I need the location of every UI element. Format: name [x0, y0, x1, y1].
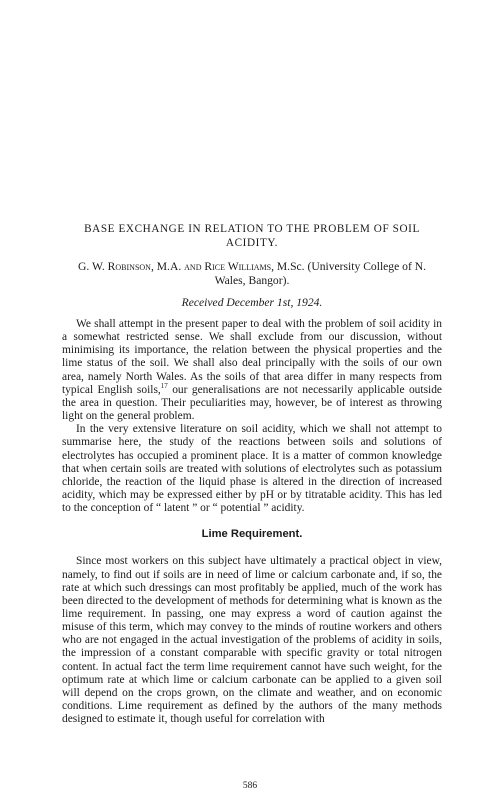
paragraph-1: [62, 318, 442, 423]
paragraph-3: Since most workers on this subject have ultimately a practical object in view, namely, to find out if soils are in need of lime or calcium carbonate and, if so, the rate at which such dressings can most profitably be applied, much of the work has been directed to the development of methods for determining what is known as the lime requirement. In passing, one may express a word of caution against the misuse of this term, which may convey to the minds of routine workers and others who are not engaged in the actual investigation of the problems of acidity in soils, the impression of a constant comparable with specific gravity or total nitrogen content. In actual fact the term lime requirement cannot have such weight, for the optimum rate at which lime or calcium carbonate can be applied to a given soil will depend on the crops grown, on the climate and weather, and on economic conditions. Lime requirement as defined by the authors of the many methods designed to estimate it, though useful for correlation with: [62, 555, 442, 726]
paragraph-1-part-a: We shall attempt in the present paper to deal with the problem of soil acidity in a somewhat restricted sense. We shall exclude from our discussion, without minimising its importance, the relation between the physical properties and the lime status of the soil. We shall also deal principally with the soils of our own area, namely North Wales. As the soils of that area differ in many respects from typical English soils,: [62, 318, 442, 396]
author-line: [62, 260, 442, 288]
author1-surname: Robinson: [107, 260, 151, 273]
reference-marker[interactable]: 17: [160, 381, 168, 390]
author1-degree: , M.A.: [150, 260, 185, 273]
article-title: [62, 222, 442, 250]
article-page: [62, 222, 442, 726]
paragraph-1-part-b: our generalisations are not necessarily applicable outside the area in question. Their peculiarities may, however, be of interest as throwing light on the general problem.: [62, 383, 442, 423]
paragraph-2: In the very extensive literature on soil acidity, which we shall not attempt to summarise here, the study of the reactions between soils and solutions of electrolytes has occupied a prominent place. It is a matter of common knowledge that when certain soils are treated with solutions of electrolytes such as potassium chloride, the reaction of the liquid phase is altered in the direction of increased acidity, which may be expressed either by pH or by titratable acidity. This has led to the conception of “ latent ” or “ potential ” acidity.: [62, 423, 442, 515]
received-date: Received December 1st, 1924.: [181, 296, 323, 309]
section-heading: Lime Requirement.: [201, 528, 303, 541]
author2-name: Rice Williams: [201, 260, 272, 273]
title-line-2: ACIDITY.: [225, 237, 279, 249]
affiliation: (University College of N. Wales, Bangor).: [214, 260, 426, 287]
author1-initials: G. W.: [78, 260, 108, 273]
page-number: 586: [242, 781, 258, 791]
and-word: and: [184, 260, 202, 273]
author2-degree: , M.Sc.: [271, 260, 308, 273]
title-line-1: BASE EXCHANGE IN RELATION TO THE PROBLEM OF SOIL: [84, 223, 420, 235]
